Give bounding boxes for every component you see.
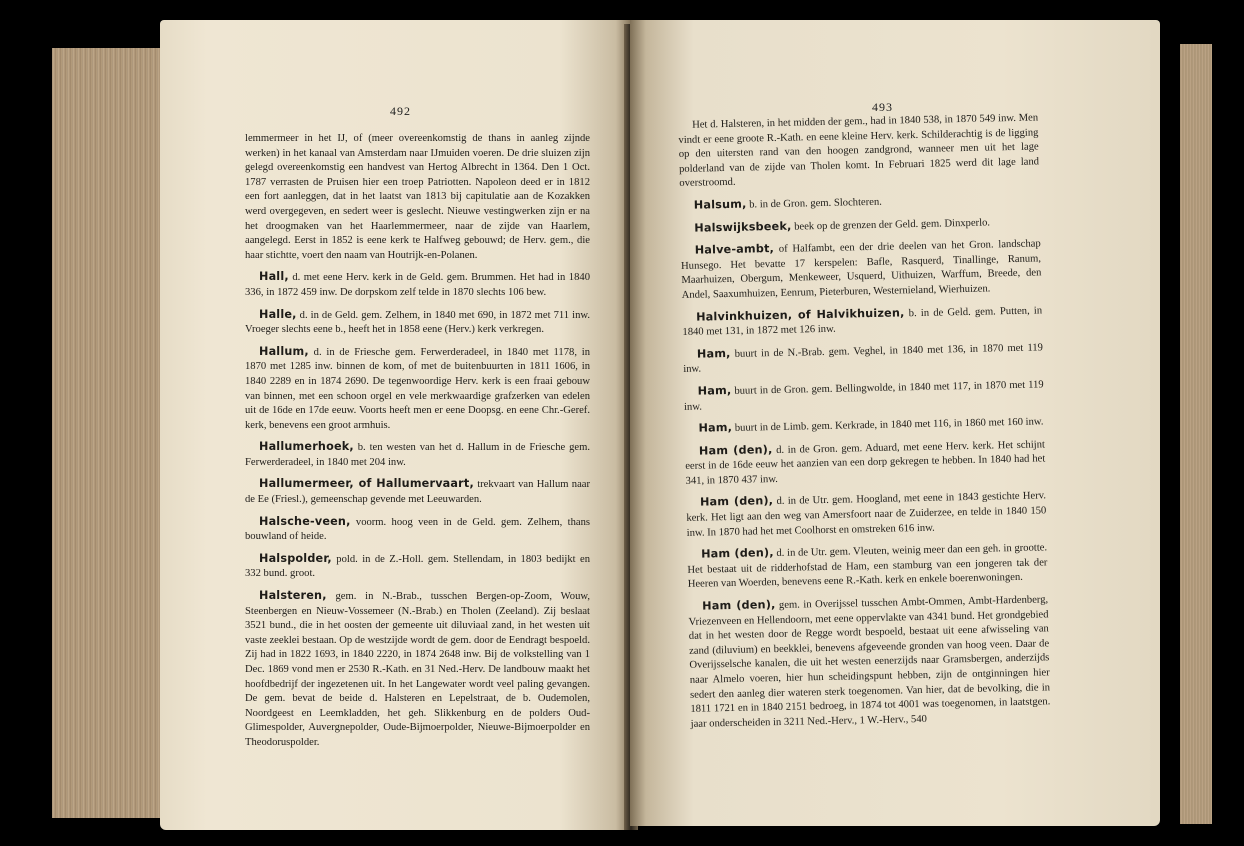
entry: Ham (den), gem. in Overijssel tusschen Ambt-Ommen, Ambt-Hardenberg, Vriezenveen en Hellendoorn, met eene oppervlakte van 4341 bund. Het grondgebied dat in het westen door de Regge wordt bespoeld, bestaat uit eene afwisseling van zand (diluvium) en beekklei, benevens afgeveende gronden van hoog veen. Daar de Overijsselsche kanalen, die uit het westen eenerzijds naar Gramsbergen, anderzijds naar Almelo voeren, hier hun scheidingspunt hebben, zijn de ontginningen hier sedert den aanleg dier wateren sterk toegenomen. Van hier, dat de bevolking, die in 1811 1721 en in 1840 2151 bedroeg, in 1874 tot 4001 was toegenomen, in laatstgen. jaar onderscheiden in 3211 Ned.-Herv., 1 W.-Herv., 540 xyxy=(688,594,1051,730)
text-column xyxy=(678,110,1051,739)
headword: Hall, xyxy=(259,270,289,284)
entry: Halvinkhuizen, of Halvikhuizen, b. in de Geld. gem. Putten, in 1840 met 131, in 1872 met 126 inw. xyxy=(682,304,1043,339)
entry: Ham, buurt in de Limb. gem. Kerkrade, in 1840 met 116, in 1860 met 160 inw. xyxy=(698,416,1044,435)
headword: Halspolder, xyxy=(259,551,332,565)
entry: Halve-ambt, of Halfambt, een der drie deelen van het Gron. landschap Hunsego. Het bevatte 17 kerspelen: Bafle, Rasquerd, Tinallinge, Ranum, Maarhuizen, Obergum, Menkeweer, Usquerd, Uithuizen, Warffum, Breede, den Andel, Saaxumhuizen, Eenrum, Pieterburen, Westernieland, Wierhuizen. xyxy=(680,238,1042,301)
entry: Halle, d. in de Geld. gem. Zelhem, in 1840 met 690, in 1872 met 711 inw. Vroeger slechts eene b., heeft het in 1858 eene (Herv.) kerk verkregen. xyxy=(245,307,590,336)
page-number: 492 xyxy=(390,104,411,118)
headword: Ham (den), xyxy=(701,546,774,561)
headword: Ham (den), xyxy=(702,598,776,613)
entry: Halswijksbeek, beek op de grenzen der Geld. gem. Dinxperlo. xyxy=(694,217,991,235)
entry: Hallum, d. in de Friesche gem. Ferwerderadeel, in 1840 met 1178, in 1870 met 1285 inw. binnen de kom, of met de buitenbuurten in 1811 1606, in 1840 2289 en in 1874 2690. De tegenwoordige Herv. kerk is een fraai gebouw van binnen, met een schoon orgel en vele merkwaardige grafzerken van edelen uit de 16de en 17de eeuw. Voorts heeft men er eene Doopsg. en eene Chr.-Geref. kerk, benevens een groot armhuis. xyxy=(245,344,590,431)
entry: lemmermeer in het IJ, of (meer overeenkomstig de thans in aanleg zijnde werken) in het kanaal van Amsterdam naar IJmuiden voeren. De drie sluizen zijn gelegd overeenkomstig een handvest van Hertog Albrecht in 1364. Den 1 Oct. 1787 verrasten de Pruisen hier een troep Patriotten. Napoleon deed er in 1812 een fort aanleggen, dat in het laatst van 1813 bij capitulatie aan de Kozakken werd overgegeven, en sedert weer is geslecht. Nieuwe vestingwerken zijn er na het droogmaken van het Haarlemmermeer, naar de zijde van Haarlem, aangelegd. Eerst in 1852 is eene kerk te Halfweg gebouwd; de Herv. gem., die haar stichtte, voert den naam van Houtrijk-en-Polanen. xyxy=(245,133,590,261)
headword: Halsteren, xyxy=(259,589,327,603)
entry: Hallumerhoek, b. ten westen van het d. Hallum in de Friesche gem. Ferwerderadeel, in 1840 met 204 inw. xyxy=(245,440,590,468)
entry: Ham (den), d. in de Gron. gem. Aduard, met eene Herv. kerk. Het schijnt eerst in de 16de eeuw het aanzien van een dorp gekregen te hebben. In 1840 had het 341, in 1870 437 inw. xyxy=(685,439,1046,487)
headword: Halsum, xyxy=(693,197,747,212)
entry: Halspolder, pold. in de Z.-Holl. gem. Stellendam, in 1803 bedijkt en 332 bund. groot. xyxy=(245,551,591,580)
entry: Ham (den), d. in de Utr. gem. Vleuten, weinig meer dan een geh. in grootte. Het bestaat uit de ridderhofstad de Ham, een stamburg van een jongeren tak der Heeren van Woerden, benevens eene R.-Kath. kerk en enkele boerenwoningen. xyxy=(687,542,1048,591)
headword: Halle, xyxy=(259,307,297,321)
entry: Halsche-veen, voorm. hoog veen in de Geld. gem. Zelhem, thans bouwland of heide. xyxy=(245,514,590,543)
page-number: 493 xyxy=(872,100,893,114)
headword: Halsche-veen, xyxy=(259,514,351,528)
left-page xyxy=(160,20,630,830)
entry: Ham, buurt in de N.-Brab. gem. Veghel, in 1840 met 136, in 1870 met 119 inw. xyxy=(683,342,1044,376)
entry: Halsteren, gem. in N.-Brab., tusschen Bergen-op-Zoom, Wouw, Steenbergen en Nieuw-Vossemeer (N.-Brab.) en Tholen (Zeeland). Zij beslaat 3521 bund., die in het oosten der gemeente uit diluviaal zand, in het westen uit vaste zeeklei bestaan. Op de westzijde wordt de gem. door de Eendragt bespoeld. Zij had in 1822 1693, in 1840 2220, in 1874 2648 inw. Bij de volkstelling van 1 Dec. 1869 vond men er 2530 R.-Kath. en 31 Ned.-Herv. De landbouw maakt het hoofdbedrijf der ingezetenen uit. In het Langewater wordt veel paling gevangen. De gem. bevat de beide d. Halsteren en Lepelstraat, de b. Oudemolen, Noordgeest en Leemkladden, het geh. Slikkenburg en de polders Oud-Glimespolder, Auvergnepolder, Oude-Bijmoerpolder, Nieuwe-Bijmoerpolder en Theodoruspolder. xyxy=(245,589,590,748)
entry: Het d. Halsteren, in het midden der gem., had in 1840 538, in 1870 549 inw. Men vindt er eene groote R.-Kath. en eene kleine Herv. kerk. Schilderachtig is de ligging op den uitersten rand van den hoogen zandgrond, wanneer men uit het lage polderland van de zijde van Tholen komt. In Februari 1825 werd dit lage land overstroomd. xyxy=(678,112,1040,190)
headword: Halve-ambt, xyxy=(694,242,775,257)
entry: Halsum, b. in de Gron. gem. Slochteren. xyxy=(693,196,882,212)
headword: Halvinkhuizen, of Halvikhuizen, xyxy=(696,305,905,324)
headword: Halswijksbeek, xyxy=(694,219,792,235)
entry: Hallumermeer, of Hallumervaart, trekvaart van Hallum naar de Ee (Friesl.), gemeenschap gevende met Leeuwarden. xyxy=(245,477,591,506)
headword: Hallumermeer, of Hallumervaart, xyxy=(259,477,474,491)
headword: Ham (den), xyxy=(699,494,774,510)
entry: Ham (den), d. in de Utr. gem. Hoogland, met eene in 1843 gestichte Herv. kerk. Het ligt aan den weg van Amersfoort naar de Zuiderzee, en telde in 1840 150 inw. In 1870 had het met Coolhorst en omstreken 616 inw. xyxy=(686,490,1047,539)
page-edges-left xyxy=(52,48,160,818)
headword: Ham, xyxy=(698,421,733,435)
open-book xyxy=(52,14,1212,834)
entry: Ham, buurt in de Gron. gem. Bellingwolde, in 1840 met 117, in 1870 met 119 inw. xyxy=(683,379,1044,413)
headword: Hallum, xyxy=(259,344,309,358)
headword: Hallumerhoek, xyxy=(259,440,354,454)
text-column xyxy=(245,131,590,758)
page-edges-right xyxy=(1180,44,1212,824)
entry: Hall, d. met eene Herv. kerk in de Geld. gem. Brummen. Het had in 1840 336, in 1872 459 inw. De dorpskom zelf telde in 1870 slechts 106 bew. xyxy=(245,270,590,298)
right-page xyxy=(630,20,1160,826)
headword: Ham, xyxy=(696,346,731,361)
headword: Ham (den), xyxy=(698,442,773,458)
headword: Ham, xyxy=(697,383,732,398)
